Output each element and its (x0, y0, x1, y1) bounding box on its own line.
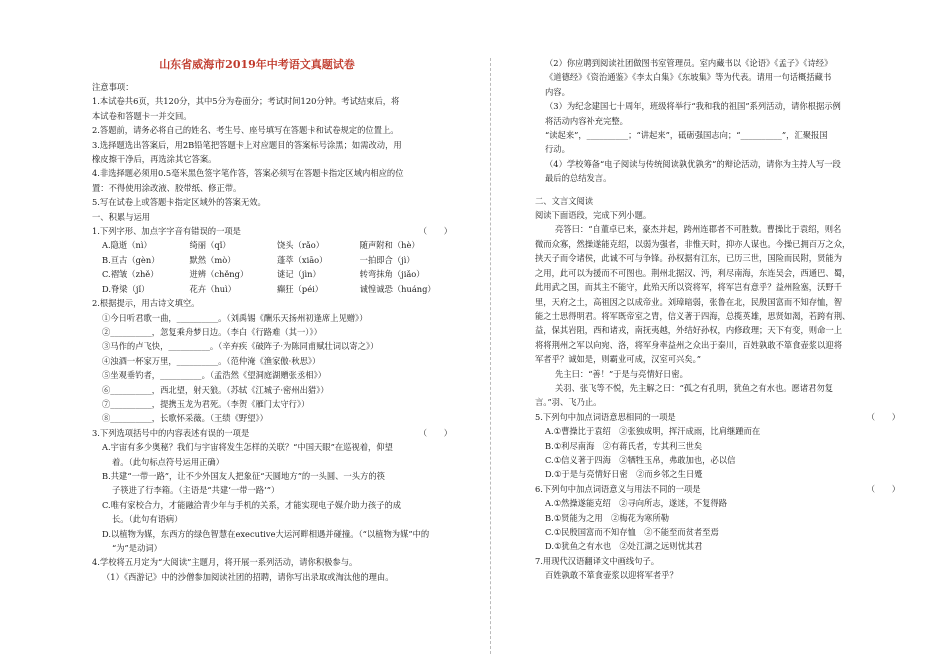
question-5-stem (535, 410, 900, 424)
q5-option: B.①利尽南海 ②有蒋氏者，专其利三世矣 (545, 440, 703, 451)
left-column (92, 80, 452, 584)
q3-line: C.唯有家校合力，才能融洽青少年与手机的关系，才能实现电子媒介助力孩子的成 (102, 499, 402, 510)
q5-option: D.①于是与亮情好日密 ②而乡邻之生日蹙 (545, 469, 703, 480)
q4-sub1: （1）《西游记》中的沙僧参加阅读社团的招聘，请你写出录取或淘汰他的理由。 (102, 571, 394, 582)
option-cell: 迸辨（chěng） (189, 269, 249, 280)
notice-line: 橡皮擦干净后，再选涂其它答案。 (92, 154, 217, 165)
q6-option: C.①民殷国富而不知存恤 ②不能至而贫者至焉 (545, 527, 719, 537)
q3-line: 子筷进了行李箱。（主语是“共建‘一带一路’”） (112, 485, 280, 496)
option-cell: 一拍即合（jì） (359, 254, 415, 265)
q3-line: B.共建“一带一路”，让不少外国友人把象征“天圆地方”的一头圆、一头方的筷 (102, 470, 385, 481)
passage-line: 挟天子而令诸侯，此诚不可与争锋。孙权据有江东，已历三世，国险而民附，贤能为 (535, 253, 842, 264)
option-cell: 随声附和（hè） (359, 240, 420, 251)
q4-cont-line: （4）学校筹备“电子阅读与传统阅读孰优孰劣”的辩论活动，请你为主持人写一段 (545, 158, 841, 169)
q3-line: 着。（此句标点符号运用正确） (112, 456, 225, 467)
passage-line: 益，保其岩阻，西和诸戎，南抚夷越，外结好孙权，内修政理；天下有变，则命一上 (535, 325, 842, 336)
q5-option: C.①信义著于四海 ②牺牲玉帛，弗敢加也，必以信 (545, 454, 736, 465)
q5-stem-text: 5.下列句中加点词语意思相同的一项是 (535, 411, 676, 422)
q4-cont-line: 行动。 (545, 144, 570, 155)
q4-cont-line: 《道德经》《资治通鉴》《李太白集》《东坡集》等为代表。请用一句话概括藏书 (545, 72, 832, 83)
q2-line: ⑧__________，长歌怀采薇。（王绩《野望》） (102, 413, 268, 424)
option-cell: 转弯抹角（jiǎo） (359, 269, 425, 280)
q1-option-d (92, 282, 452, 296)
q1-option-b (92, 253, 452, 267)
option-cell: 花卉（huì） (189, 283, 237, 294)
notice-line: 1.本试卷共6页，共120分，其中5分为卷面分；考试时间120分钟。考试结束后，将 (92, 96, 400, 107)
q3-line: A.宇宙有多少奥秘？我们与宇宙将发生怎样的关联？“中国天眼”在巡视着，仰望 (102, 442, 393, 453)
q3-line: 长。（此句有语病） (112, 514, 183, 525)
passage-line: 军者乎？诚如是，则霸业可成，汉室可兴矣。” (535, 354, 702, 365)
passage-line: 将将荆州之军以向宛、洛，将军身率益州之众出于秦川，百姓孰敢不箪食壶浆以迎将 (535, 339, 842, 350)
passage-line: 此用武之国，而其主不能守，此殆天所以资将军，将军岂有意乎？益州险塞，沃野千 (535, 282, 842, 293)
notice-heading: 注意事项： (92, 82, 134, 92)
q1-option-c (92, 267, 452, 281)
question-7-stem: 7.用现代汉语翻译文中画线句子。 (535, 555, 660, 566)
question-3-stem (92, 426, 452, 440)
notice-line: 2.答题前，请务必将自己的姓名、考生号、座号填写在答题卡和试卷规定的位置上。 (92, 125, 399, 136)
right-column (535, 56, 900, 583)
notice-line: 3.选择题选出答案后，用2B铅笔把答题卡上对应题目的答案标号涂黑；如需改动，用 (92, 139, 402, 150)
passage-line: 之用，此可以为援而不可图也。荆州北据汉、沔，利尽南海，东连吴会，西通巴、蜀， (535, 267, 851, 278)
option-cell: 绮丽（qǐ） (189, 240, 231, 251)
notice-line: 置：不得使用涂改液、胶带纸、修正带。 (92, 182, 242, 193)
q3-stem-text: 3.下列选项括号中的内容表述有误的一项是 (92, 427, 250, 438)
option-cell: 谜记（jìn） (277, 269, 321, 280)
q4-cont-line: （3）为纪念建国七十周年，班级将举行“我和我的祖国”系列活动，请你根据示例 (545, 101, 841, 112)
q5-option: A.①曹操比于袁绍 ②张独成明，挥汗成雨，比肩继踵而在 (545, 426, 761, 437)
column-divider (490, 58, 491, 654)
q7-line: 百姓孰敢不箪食壶浆以迎将军者乎？ (545, 570, 678, 581)
option-cell: 诚惶诚恐（huáng） (359, 283, 436, 294)
notice-line: 4.非选择题必须用0.5毫米黑色签字笔作答，答案必须写在答题卡指定区域内相应的位 (92, 168, 404, 179)
q6-stem-text: 6.下列句中加点词语意义与用法不同的一项是 (535, 483, 701, 494)
spacer (535, 186, 900, 194)
passage-line: 言。”羽、飞乃止。 (535, 397, 602, 408)
question-6-stem (535, 482, 900, 496)
q2-line: ⑥__________，西北望，射天狼。（苏轼《江城子·密州出猎》） (102, 384, 329, 395)
q6-option: A.①然操遂能克绍 ②寻向所志，遂迷，不复得路 (545, 498, 728, 509)
passage-line: 微而众寡，然操遂能克绍，以弱为强者，非惟天时，抑亦人谋也。今操已拥百万之众， (535, 238, 851, 249)
notice-line: 本试卷和答题卡一并交回。 (92, 110, 192, 121)
q4-cont-line: 最后的总结发言。 (545, 173, 612, 184)
option-cell: 默然（mò） (189, 254, 236, 265)
q2-line: ①今日听君歌一曲，__________。（刘禹锡《酬乐天扬州初逢席上见赠》） (102, 312, 368, 323)
q2-line: ③马作的卢飞快，__________。（辛弃疾《破阵子·为陈同甫赋壮词以寄之》） (102, 341, 379, 352)
section-heading-1: 一、积累与运用 (92, 211, 151, 222)
q2-line: ②__________，忽复乘舟梦日边。（李白《行路难（其一）》） (102, 326, 322, 337)
notice-line: 5.写在试卷上或答题卡指定区域外的答案无效。 (92, 197, 266, 208)
option-cell: 蓬萃（xiāo） (277, 254, 328, 265)
question-2-stem: 2.根据提示，用古诗文填空。 (92, 298, 200, 309)
passage-line: 关羽、张飞等不悦，先主解之曰：“孤之有孔明，犹鱼之有水也。愿诸君勿复 (555, 382, 834, 393)
q3-line: “为”是动词） (112, 543, 162, 553)
q1-option-a (92, 238, 452, 252)
page-title: 山东省威海市2019年中考语文真题试卷 (159, 58, 355, 71)
option-cell: D.脊梁（jǐ） (102, 283, 150, 294)
section-heading-2: 二、文言文阅读 (535, 195, 594, 206)
option-cell: A.隐逝（nì） (102, 240, 152, 251)
answer-paren: （ ） (866, 483, 900, 494)
q3-line: D.以植物为媒，东西方的绿色智慧在executive大运河畔相遇并碰撞。（“以植物为媒”中的 (102, 528, 430, 539)
q2-line: ⑤坐观垂钓者，__________。（孟浩然《望洞庭湖赠张丞相》） (102, 370, 327, 381)
answer-paren: （ ） (866, 411, 900, 422)
passage-intro: 阅读下面语段，完成下列小题。 (535, 210, 652, 221)
option-cell: C.褶皱（zhě） (102, 269, 159, 280)
answer-paren: （ ） (418, 427, 452, 438)
option-cell: 饶头（rǎo） (277, 240, 325, 251)
passage-line: 能之士思得明君。将军既帝室之胄，信义著于四海，总揽英雄，思贤如渴，若跨有荆、 (535, 310, 851, 321)
q4-cont-line: “读起来”，__________；“讲起来”，砥砺强国志向；“__________”，汇聚报国 (545, 130, 828, 141)
q2-line: ④浊酒一杯家万里，__________。（范仲淹《渔家傲·秋思》） (102, 355, 321, 366)
question-1-stem (92, 224, 452, 238)
q6-option: B.①贤能为之用 ②梅花为寒所勒 (545, 512, 670, 523)
passage-line: 里，天府之土，高祖因之以成帝业。刘璋暗弱，张鲁在北，民殷国富而不知存恤，智 (535, 296, 842, 307)
q2-line: ⑦__________，提携玉龙为君死。（李贺《雁门太守行》） (102, 398, 310, 409)
q4-cont-line: （2）你应聘到阅读社团做图书室管理员。室内藏书以《论语》《孟子》《诗经》 (545, 58, 833, 68)
answer-paren: （ ） (418, 226, 452, 237)
q6-option: D.①犹鱼之有水也 ②处江湖之远则忧其君 (545, 541, 703, 552)
question-4-stem: 4.学校将五月定为“大阅读”主题月，将开展一系列活动，请你积极参与。 (92, 557, 358, 568)
q4-cont-line: 将活动内容补充完整。 (545, 115, 628, 126)
option-cell: 癫狂（péi） (277, 283, 324, 294)
passage-line: 先主曰：“善！”于是与亮情好日密。 (555, 368, 688, 379)
option-cell: B.亘古（gèn） (102, 254, 160, 265)
passage-line: 亮答曰：“自董卓已来，豪杰并起，跨州连郡者不可胜数。曹操比于袁绍，则名 (555, 224, 842, 235)
q4-cont-line: 内容。 (545, 86, 570, 97)
q1-stem-text: 1.下列字形、加点字字音有错误的一项是 (92, 226, 241, 237)
